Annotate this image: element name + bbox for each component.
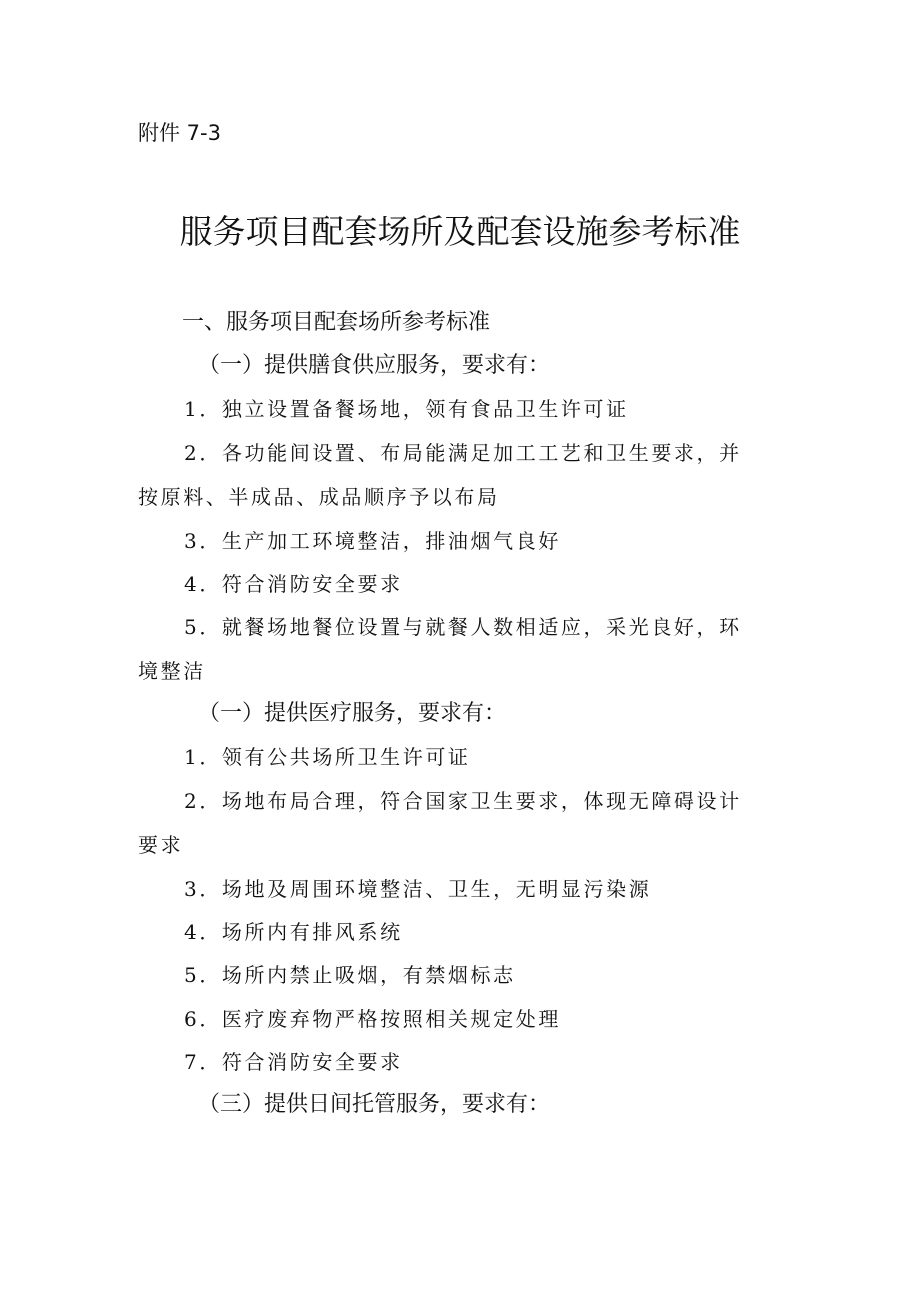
subsection-heading-daycare: （三）提供日间托管服务，要求有： (198, 1092, 551, 1117)
list-item-continuation: 境整洁 (138, 659, 206, 683)
list-item: 2．场地布局合理，符合国家卫生要求，体现无障碍设计 (184, 789, 742, 813)
list-item: 1．独立设置备餐场地，领有食品卫生许可证 (184, 397, 629, 421)
list-item: 5．就餐场地餐位设置与就餐人数相适应，采光良好，环 (184, 615, 742, 639)
list-item: 2．各功能间设置、布局能满足加工工艺和卫生要求，并 (184, 441, 742, 465)
subsection-heading-meals: （一）提供膳食供应服务，要求有： (198, 353, 551, 378)
list-item-continuation: 按原料、半成品、成品顺序予以布局 (138, 485, 500, 509)
list-item: 1．领有公共场所卫生许可证 (184, 745, 471, 769)
list-item: 5．场所内禁止吸烟，有禁烟标志 (184, 963, 516, 987)
list-item-continuation: 要求 (138, 833, 184, 857)
list-item: 6．医疗废弃物严格按照相关规定处理 (184, 1007, 561, 1031)
list-item: 4．场所内有排风系统 (184, 920, 403, 944)
section-heading: 一、服务项目配套场所参考标准 (182, 310, 491, 335)
list-item: 7．符合消防安全要求 (184, 1050, 403, 1074)
list-item: 3．生产加工环境整洁，排油烟气良好 (184, 529, 561, 553)
list-item: 4．符合消防安全要求 (184, 572, 403, 596)
document-title: 服务项目配套场所及配套设施参考标准 (179, 212, 741, 251)
list-item: 3．场地及周围环境整洁、卫生，无明显污染源 (184, 877, 652, 901)
attachment-label: 附件 7-3 (138, 121, 221, 145)
subsection-heading-medical: （一）提供医疗服务，要求有： (198, 701, 507, 726)
